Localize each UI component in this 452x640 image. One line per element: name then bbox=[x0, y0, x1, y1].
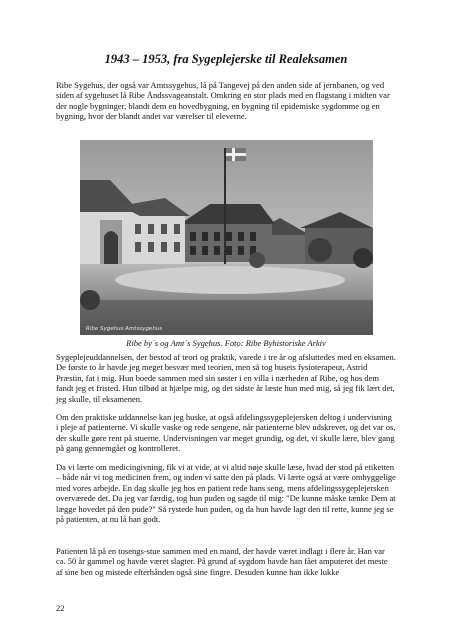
paragraph-patient: Patienten lå på en tosengs-stue sammen med en mand, der havde været indlagt i flere år. Han var ca. 50 år gammel og havde været slagter. På grund af sygdom havde han fået amputeret det meste af sine ben og mistede efterhånden også sine fingre. Desuden kunne han ikke lukke bbox=[56, 546, 388, 577]
photo-embedded-label: Ribe Sygehus Amtssygehus bbox=[86, 326, 163, 332]
paragraph-education: Sygeplejeuddannelsen, der bestod af teori og praktik, varede i tre år og afsluttedes med en eksamen. De første to år havde jeg meget besvær med teorien, men så tog husets fysioterapeut, Astrid Præstin, fat i mig. Hun boede sammen med sin søster i en villa i nærheden af Ribe, og hos dem fandt jeg et fristed. Hun tilbød at hjælpe mig, og det sidste år læste hun med mig, så jeg fik lært det, jeg skulle, til eksamenen. bbox=[56, 352, 396, 404]
photo-caption: Ribe by´s og Amt´s Sygehus. Foto: Ribe Byhistoriske Arkiv bbox=[126, 338, 326, 348]
hospital-photo bbox=[80, 140, 373, 335]
hospital-photo-image bbox=[80, 140, 373, 335]
page-number: 22 bbox=[56, 603, 65, 613]
paragraph-medicine: Da vi lærte om medicingivning, fik vi at vide, at vi altid nøje skulle læse, hvad der stod på etiketten – både når vi tog medicinen frem, og inden vi satte den på plads. Vi lærte også at være omhyggelige med vores arbejde. En dag skulle jeg hos en patient rede hans seng, mens afdelingssygeplejersken overværede det. Da jeg var færdig, tog hun puden og sagde til mig: "De kunne måske tænke Dem at lægge hovedet på den pude?" Så rystede hun puden, og da hun havde lagt den til rette, kunne jeg se på patienten, at nu lå han godt. bbox=[56, 462, 396, 525]
paragraph-practical: Om den praktiske uddannelse kan jeg huske, at også afdelingssygeplejersken deltog i undervisning i pleje af patienterne. Vi skulle vaske og rede sengene, når patienterne blev udskrevet, og det var os, der skulle gøre rent på stuerne. Undervisningen var meget grundig, og det, vi skulle lære, blev gang på gang gennemgået og kontrolleret. bbox=[56, 412, 396, 454]
paragraph-intro: Ribe Sygehus, der også var Amtssygehus, lå på Tangevej på den anden side af jernbanen, og ved siden af sygehuset lå Ribe Åndssvageanstalt. Omkring en stor plads med en flagstang i midten var der nogle bygninger, blandt dem en hovedbygning, en bygning til epidemiske sygdomme og en bygning, hvor der blandt andet var værelser til eleverne. bbox=[56, 80, 390, 122]
page-heading: 1943 – 1953, fra Sygeplejerske til Realeksamen bbox=[104, 52, 348, 66]
